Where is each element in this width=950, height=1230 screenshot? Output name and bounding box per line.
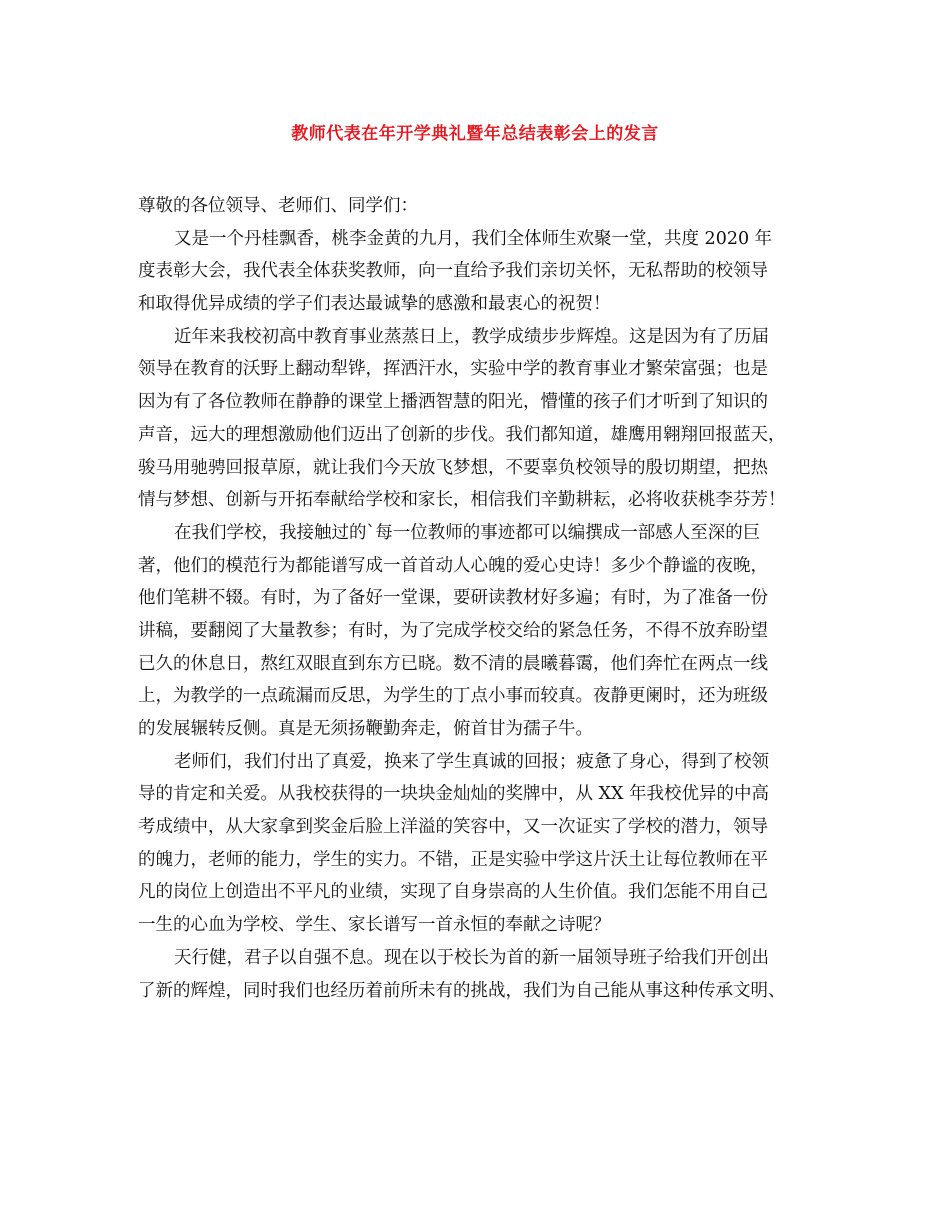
paragraph-line: 天行健，君子以自强不息。现在以于校长为首的新一届领导班子给我们开创出 xyxy=(174,947,769,968)
paragraph-line: 上，为教学的一点疏漏而反思，为学生的丁点小事而较真。夜静更阑时，还为班级 xyxy=(138,686,768,707)
document-title: 教师代表在年开学典礼暨年总结表彰会上的发言 xyxy=(291,124,659,144)
paragraph-line: 声音，远大的理想激励他们迈出了创新的步伐。我们都知道，雄鹰用翱翔回报蓝天， xyxy=(138,424,786,445)
paragraph-line: 老师们，我们付出了真爱，换来了学生真诚的回报；疲惫了身心，得到了校领 xyxy=(174,751,769,772)
paragraph-line: 和取得优异成绩的学子们表达最诚挚的感激和最衷心的祝贺！ xyxy=(138,294,611,315)
paragraph-line: 近年来我校初高中教育事业蒸蒸日上，教学成绩步步辉煌。这是因为有了历届 xyxy=(174,326,769,347)
paragraph-line: 又是一个丹桂飘香，桃李金黄的九月，我们全体师生欢聚一堂，共度 2020 年 xyxy=(174,228,773,249)
paragraph-line: 的魄力，老师的能力，学生的实力。不错，正是实验中学这片沃土让每位教师在平 xyxy=(138,849,768,870)
paragraph-line: 了新的辉煌，同时我们也经历着前所未有的挑战，我们为自己能从事这种传承文明、 xyxy=(138,980,786,1001)
paragraph-line: 导的肯定和关爱。从我校获得的一块块金灿灿的奖牌中，从 XX 年我校优异的中高 xyxy=(138,784,770,805)
paragraph-line: 的发展辗转反侧。真是无须扬鞭勤奔走，俯首甘为孺子牛。 xyxy=(138,719,593,739)
paragraph-line: 他们笔耕不辍。有时，为了备好一堂课，要研读教材好多遍；有时，为了准备一份 xyxy=(138,588,768,609)
paragraph-line: 著，他们的模范行为都能谱写成一首首动人心魄的爱心史诗！多少个静谧的夜晚， xyxy=(138,555,768,576)
paragraph-line: 凡的岗位上创造出不平凡的业绩，实现了自身崇高的人生价值。我们怎能不用自己 xyxy=(138,882,768,903)
paragraph-line: 因为有了各位教师在静静的课堂上播洒智慧的阳光，懵懂的孩子们才听到了知识的 xyxy=(138,392,768,413)
paragraph-line: 骏马用驰骋回报草原，就让我们今天放飞梦想，不要辜负校领导的殷切期望，把热 xyxy=(138,457,768,478)
paragraph-line: 已久的休息日，熬红双眼直到东方已晓。数不清的晨曦暮霭，他们奔忙在两点一线 xyxy=(138,653,768,674)
paragraph-line: 一生的心血为学校、学生、家长谱写一首永恒的奉献之诗呢？ xyxy=(138,915,611,936)
paragraph-line: 讲稿，要翻阅了大量教参；有时，为了完成学校交给的紧急任务，不得不放弃盼望 xyxy=(138,620,768,641)
paragraph-line: 在我们学校，我接触过的`每一位教师的事迹都可以编撰成一部感人至深的巨 xyxy=(174,522,761,543)
paragraph-line: 情与梦想、创新与开拓奉献给学校和家长，相信我们辛勤耕耘，必将收获桃李芬芳！ xyxy=(138,490,786,511)
document-body xyxy=(138,190,818,1007)
paragraph-line: 考成绩中，从大家拿到奖金后脸上洋溢的笑容中，又一次证实了学校的潜力，领导 xyxy=(138,817,768,838)
salutation-line: 尊敬的各位领导、老师们、同学们： xyxy=(138,196,418,216)
paragraph-line: 领导在教育的沃野上翻动犁铧，挥洒汗水，实验中学的教育事业才繁荣富强；也是 xyxy=(138,359,768,380)
paragraph-line: 度表彰大会，我代表全体获奖教师，向一直给予我们亲切关怀，无私帮助的校领导 xyxy=(138,261,768,282)
